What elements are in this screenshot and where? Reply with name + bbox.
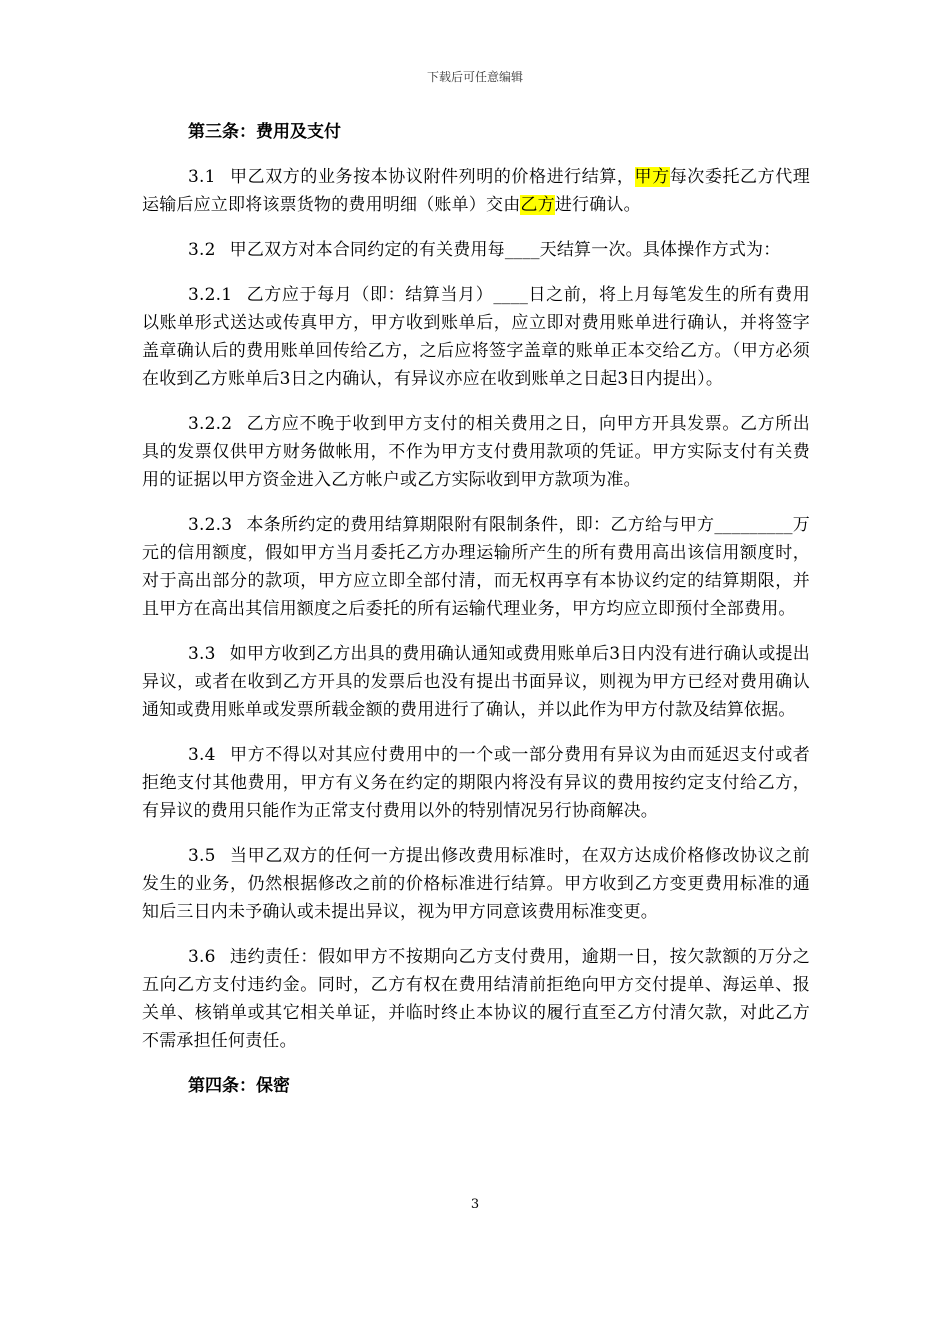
clause-3-2 (142, 236, 810, 264)
clause-number: 3.2.2 (188, 414, 233, 434)
clause-number: 3.4 (188, 745, 216, 765)
clause-3-3 (142, 640, 810, 724)
clause-number: 3.6 (188, 947, 216, 967)
clause-text: 违约责任：假如甲方不按期向乙方支付费用，逾期一日，按欠款额的万分之五向乙方支付违约金。同时，乙方有权在费用结清前拒绝向甲方交付提单、海运单、报关单、核销单或其它相关单证，并临时终止本协议的履行直至乙方付清欠款，对此乙方不需承担任何责任。 (142, 947, 810, 1051)
clause-3-2-2 (142, 410, 810, 494)
page-header: 下载后可任意编辑 (426, 70, 523, 84)
clause-text: 甲方不得以对其应付费用中的一个或一部分费用有异议为由而延迟支付或者拒绝支付其他费用，甲方有义务在约定的期限内将没有异议的费用按约定支付给乙方，有异议的费用只能作为正常支付费用以外的特别情况另行协商解决。 (142, 745, 810, 821)
clause-number: 3.2.1 (188, 285, 233, 305)
clause-text: 进行确认。 (554, 195, 641, 215)
clause-number: 3.2.3 (188, 515, 233, 535)
section-3-heading: 第三条：费用及支付 (188, 122, 341, 142)
clause-text: 甲乙双方的业务按本协议附件列明的价格进行结算， (229, 167, 635, 187)
page-number: 3 (470, 1197, 480, 1212)
clause-3-1 (142, 163, 810, 219)
highlighted-text: 甲方 (634, 167, 670, 187)
section-4-heading: 第四条：保密 (188, 1076, 290, 1096)
clause-text: 如甲方收到乙方出具的费用确认通知或费用账单后3日内没有进行确认或提出异议，或者在收到乙方开具的发票后也没有提出书面异议，则视为甲方已经对费用确认通知或费用账单或发票所载金额的费用进行了确认，并以此作为甲方付款及结算依据。 (142, 644, 810, 720)
clause-3-5 (142, 842, 810, 926)
clause-3-2-3 (142, 511, 810, 623)
clause-text: 本条所约定的费用结算期限附有限制条件，即：乙方给与甲方_________万元的信用额度，假如甲方当月委托乙方办理运输所产生的所有费用高出该信用额度时，对于高出部分的款项，甲方应立即全部付清，而无权再享有本协议约定的结算期限，并且甲方在高出其信用额度之后委托的所有运输代理业务，甲方均应立即预付全部费用。 (142, 515, 810, 619)
clause-text: 乙方应不晚于收到甲方支付的相关费用之日，向甲方开具发票。乙方所出具的发票仅供甲方财务做帐用，不作为甲方支付费用款项的凭证。甲方实际支付有关费用的证据以甲方资金进入乙方帐户或乙方实际收到甲方款项为准。 (142, 414, 810, 490)
clause-text: 甲乙双方对本合同约定的有关费用每____天结算一次。具体操作方式为： (229, 240, 781, 260)
document-body (142, 118, 810, 1117)
clause-3-2-1 (142, 281, 810, 393)
clause-number: 3.5 (188, 846, 216, 866)
clause-number: 3.2 (188, 240, 216, 260)
clause-number: 3.3 (188, 644, 216, 664)
clause-number: 3.1 (188, 167, 216, 187)
clause-text: 当甲乙双方的任何一方提出修改费用标准时，在双方达成价格修改协议之前发生的业务，仍然根据修改之前的价格标准进行结算。甲方收到乙方变更费用标准的通知后三日内未予确认或未提出异议，视为甲方同意该费用标准变更。 (142, 846, 810, 922)
clause-3-4 (142, 741, 810, 825)
clause-text: 乙方应于每月（即：结算当月）____日之前，将上月每笔发生的所有费用以账单形式送达或传真甲方，甲方收到账单后，应立即对费用账单进行确认，并将签字盖章确认后的费用账单回传给乙方，之后应将签字盖章的账单正本交给乙方。（甲方必须在收到乙方账单后3日之内确认，有异议亦应在收到账单之日起3日内提出）。 (142, 285, 810, 389)
clause-text: 每次委托乙方代理运输后应立即将该票货物的费用明细（账单）交由 (142, 167, 810, 215)
highlighted-text: 乙方 (520, 195, 555, 215)
clause-3-6 (142, 943, 810, 1055)
